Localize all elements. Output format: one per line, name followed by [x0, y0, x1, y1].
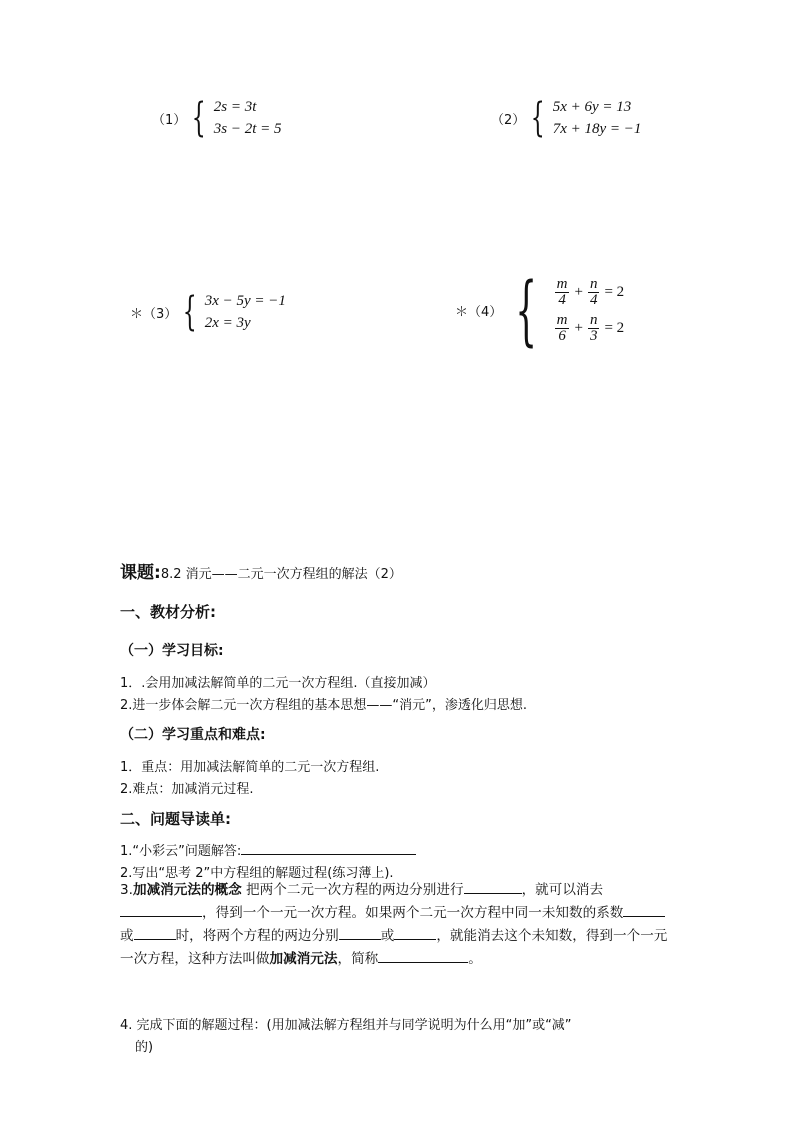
- exercise-4-eq2: $\frac{m}{6}$ + $\frac{n}{3}$ = 2: [556, 311, 625, 344]
- question-2: 2.写出“思考 2”中方程组的解题过程(练习薄上).: [120, 866, 394, 881]
- left-brace: {: [183, 289, 198, 335]
- exercise-1: [152, 96, 281, 140]
- exercise-2: [491, 96, 641, 140]
- answer-blank[interactable]: [623, 903, 665, 917]
- goal-2: 2.进一步体会解二元一次方程组的基本思想——“消元”，渗透化归思想.: [120, 698, 528, 713]
- left-brace: {: [515, 265, 538, 354]
- answer-blank[interactable]: [394, 926, 436, 940]
- exercise-4: [455, 265, 627, 354]
- question-3: 3.加减消元法的概念 把两个二元一次方程的两边分别进行 ，就可以消去，得到一个一元一次方程。如果两个二元一次方程中同一未知数的系数或 时，将两个方程的两边分别 或 ，就能消去这个未知数，得到一个一元一次方程，这种方法叫做加减消元法，简称 。: [120, 882, 668, 967]
- exercise-3: [130, 290, 286, 334]
- question-1: 1.“小彩云”问题解答:: [120, 840, 416, 859]
- exercise-1-eq1: 2s = 3t: [213, 99, 257, 115]
- lesson-title: [120, 558, 402, 583]
- exercise-4-label: ＊（4）: [455, 304, 503, 320]
- exercise-2-label: （2）: [491, 112, 526, 128]
- exercise-3-eq1: 3x − 5y = −1: [204, 293, 286, 309]
- answer-blank[interactable]: [120, 903, 202, 917]
- exercise-1-eq2: 3s − 2t = 5: [213, 121, 282, 137]
- answer-blank[interactable]: [464, 880, 522, 894]
- key-point-1: 1．重点：用加减法解简单的二元一次方程组.: [120, 760, 380, 775]
- left-brace: {: [531, 95, 546, 141]
- answer-blank[interactable]: [241, 841, 416, 855]
- answer-blank[interactable]: [339, 926, 381, 940]
- exercise-3-label: ＊（3）: [130, 306, 178, 322]
- question-4-line-2: 的): [135, 1040, 154, 1055]
- subheading-goals: （一）学习目标:: [120, 643, 224, 659]
- answer-blank[interactable]: [134, 926, 176, 940]
- method-term: 加减消元法: [269, 951, 338, 967]
- lesson-title-label: 课题:: [120, 563, 161, 583]
- question-4-line-1: 4. 完成下面的解题过程：(用加减法解方程组并与同学说明为什么用“加”或“减”: [120, 1018, 572, 1033]
- key-point-2: 2.难点：加减消元过程.: [120, 782, 254, 797]
- section-heading-1: 一、教材分析:: [120, 603, 216, 621]
- lesson-title-text: 8.2 消元——二元一次方程组的解法（2）: [160, 567, 402, 582]
- exercise-3-eq2: 2x = 3y: [204, 315, 251, 331]
- section-heading-2: 二、问题导读单:: [120, 810, 231, 828]
- goal-1: 1．.会用加减法解简单的二元一次方程组.（直接加减）: [120, 676, 436, 691]
- exercise-4-eq1: $\frac{m}{4}$ + $\frac{n}{4}$ = 2: [556, 275, 625, 308]
- concept-term: 加减消元法的概念: [132, 882, 242, 898]
- left-brace: {: [192, 95, 207, 141]
- exercise-1-label: （1）: [152, 112, 187, 128]
- exercise-2-eq2: 7x + 18y = −1: [552, 121, 642, 137]
- subheading-keys: （二）学习重点和难点:: [120, 727, 266, 743]
- exercise-2-eq1: 5x + 6y = 13: [552, 99, 632, 115]
- answer-blank[interactable]: [378, 949, 468, 963]
